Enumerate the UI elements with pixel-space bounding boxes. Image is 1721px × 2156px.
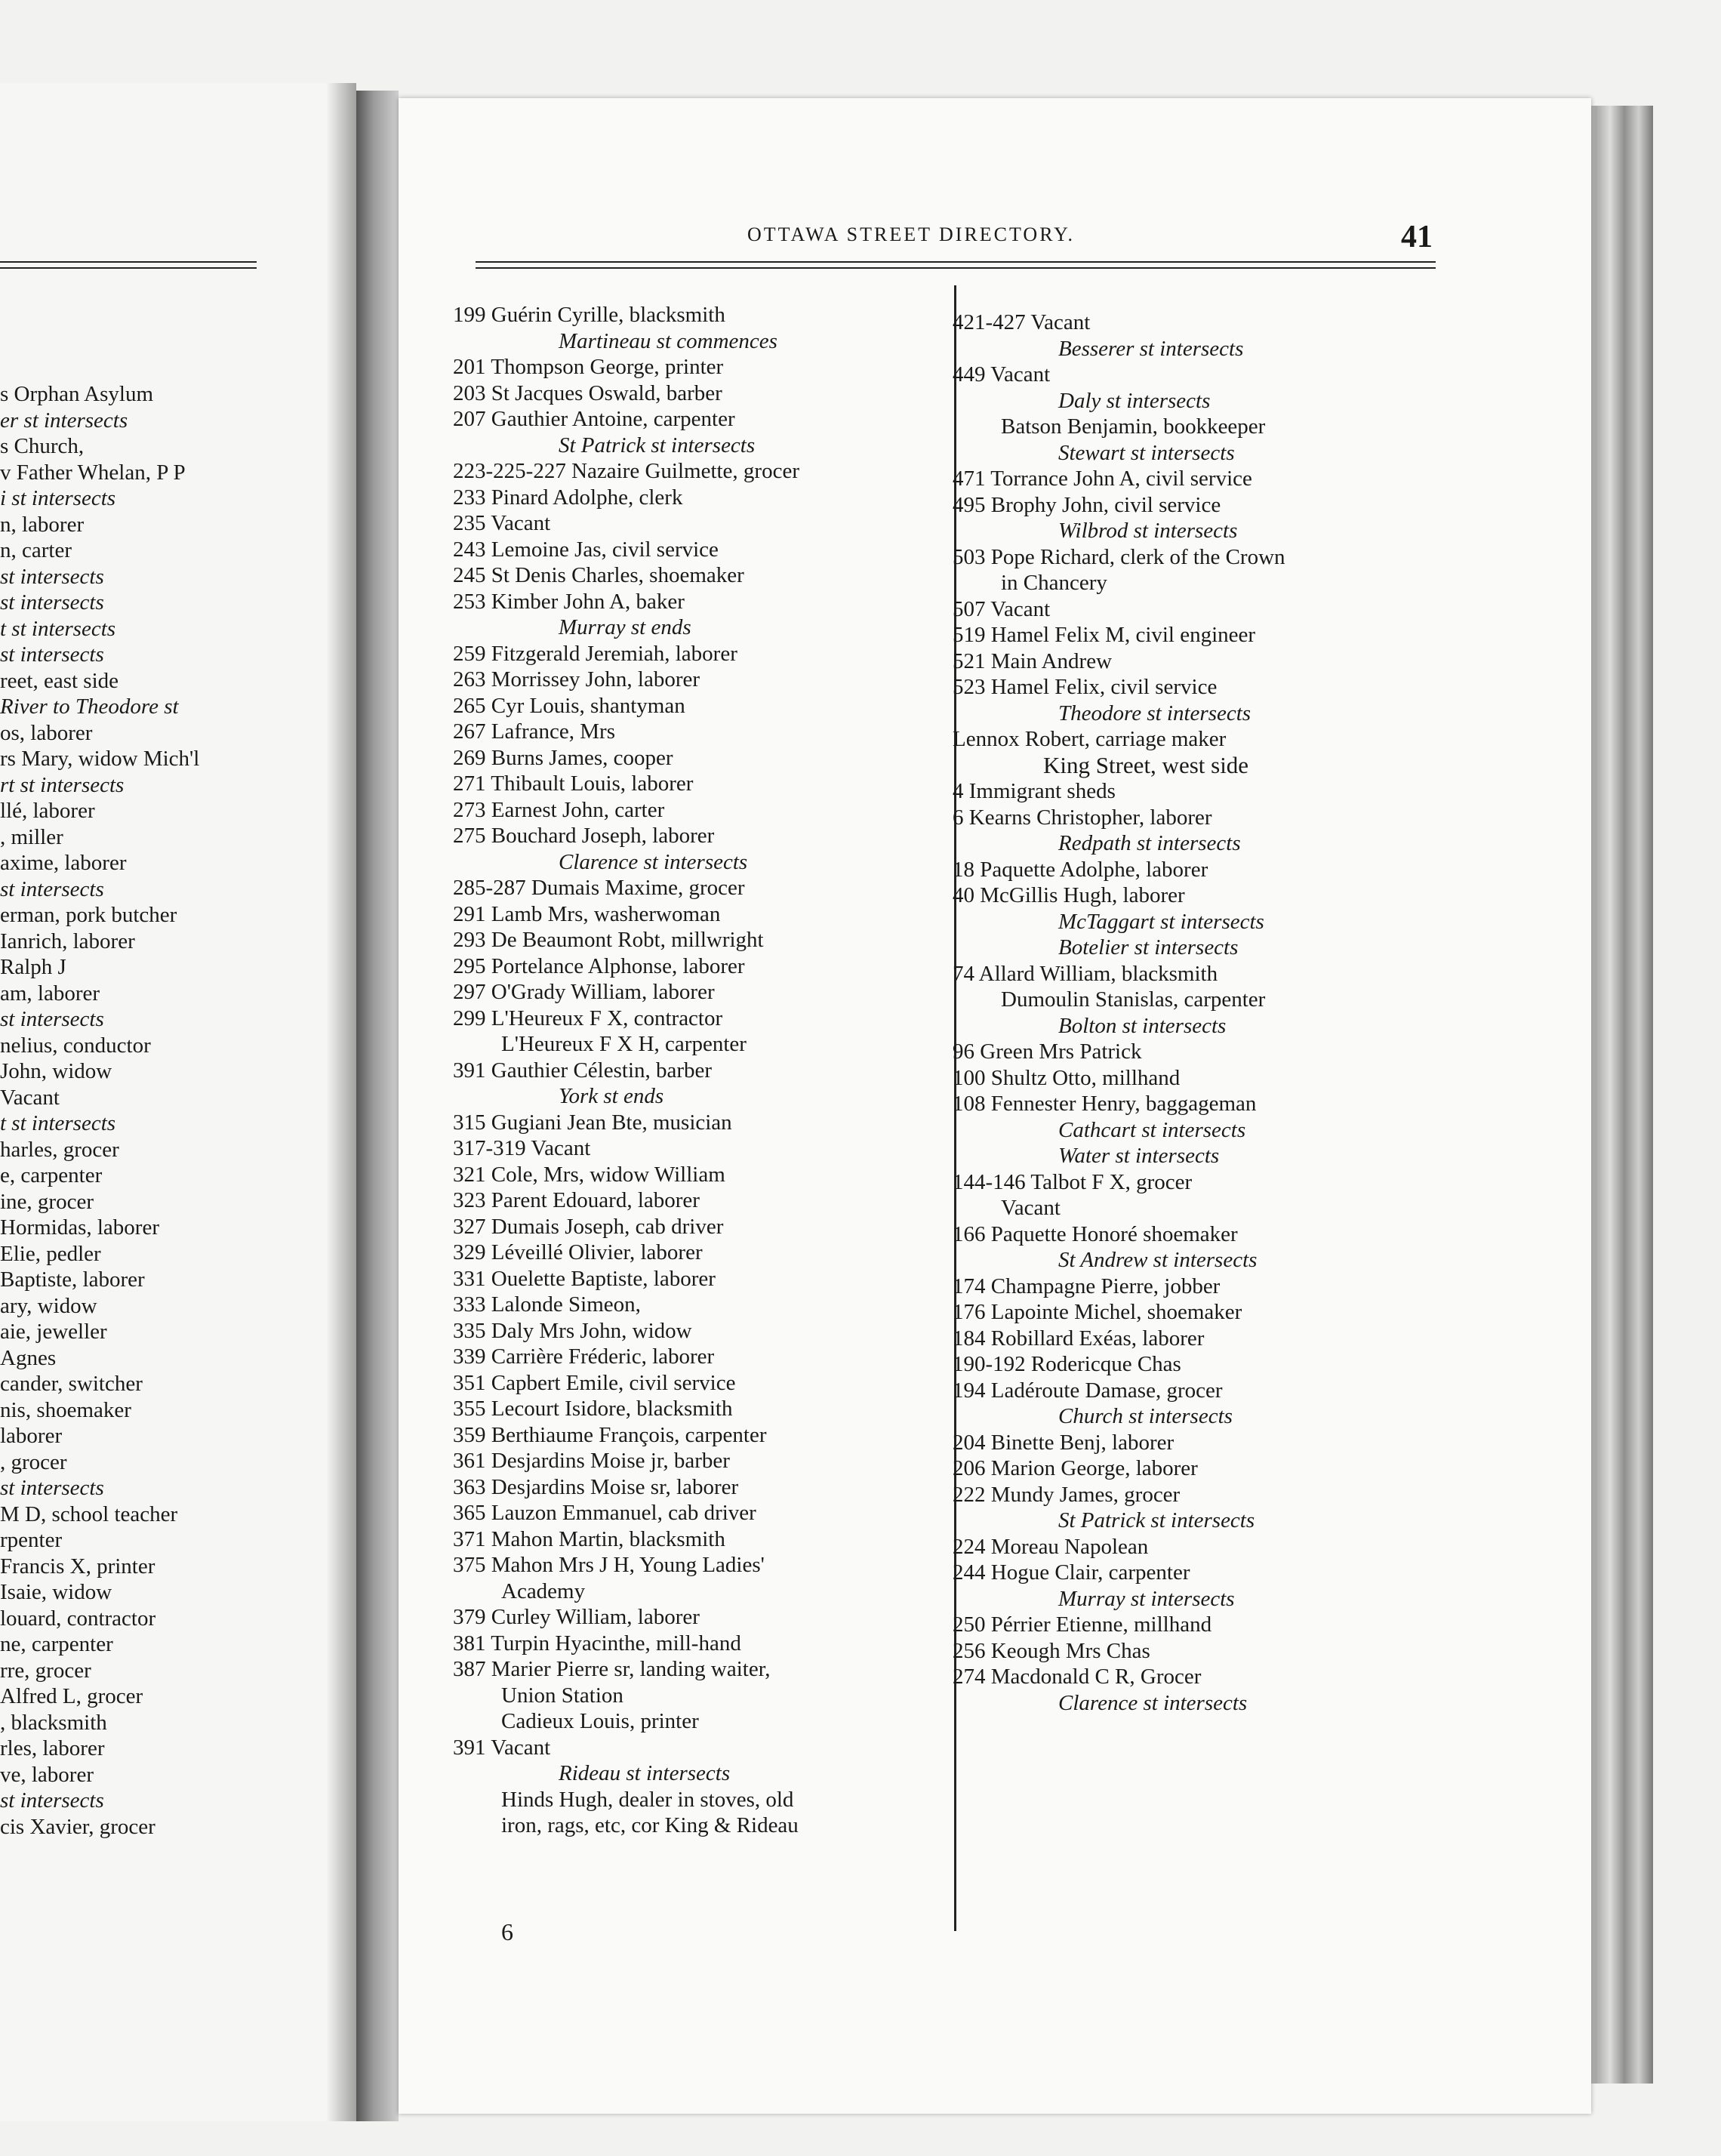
directory-entry: 256 Keough Mrs Chas [953,1638,1150,1663]
left-page-line: Ralph J [0,955,66,979]
directory-entry: 222 Mundy James, grocer [953,1482,1181,1507]
directory-entry: 204 Binette Benj, laborer [953,1430,1175,1455]
directory-entry: 4 Immigrant sheds [953,779,1116,803]
left-page-line: nis, shoemaker [0,1397,131,1422]
directory-entry: 421-427 Vacant [953,310,1091,334]
directory-entry: 291 Lamb Mrs, washerwoman [453,901,721,926]
directory-entry-continuation: L'Heureux F X H, carpenter [501,1032,747,1056]
directory-entry: 355 Lecourt Isidore, blacksmith [453,1397,733,1421]
directory-entry: 207 Gauthier Antoine, carpenter [453,407,735,431]
street-intersection-heading: McTaggart st intersects [1058,909,1264,934]
directory-entry: 379 Curley William, laborer [453,1605,700,1629]
left-page-line: st intersects [0,642,104,667]
left-page-line: rre, grocer [0,1658,91,1683]
left-page-line: rpenter [0,1528,63,1552]
left-page-line: os, laborer [0,720,93,745]
left-page-line: John, widow [0,1059,112,1083]
left-page-line: nelius, conductor [0,1033,151,1058]
directory-entry: 6 Kearns Christopher, laborer [953,805,1212,830]
directory-entry: 333 Lalonde Simeon, [453,1292,641,1317]
directory-entry: 265 Cyr Louis, shantyman [453,693,685,718]
directory-entry: 259 Fitzgerald Jeremiah, laborer [453,641,737,666]
directory-entry: 250 Pérrier Etienne, millhand [953,1612,1212,1637]
street-intersection-heading: Murray st intersects [1058,1586,1235,1611]
left-page-line: , blacksmith [0,1710,107,1735]
directory-entry: 199 Guérin Cyrille, blacksmith [453,303,725,327]
directory-entry: 381 Turpin Hyacinthe, mill-hand [453,1631,741,1656]
directory-entry: 519 Hamel Felix M, civil engineer [953,623,1256,647]
left-page-line: louard, contractor [0,1606,156,1631]
directory-entry: 74 Allard William, blacksmith [953,961,1218,986]
left-page-line: rs Mary, widow Mich'l [0,747,200,771]
left-page-line: reet, east side [0,668,119,693]
left-header-rule-bottom [0,267,257,269]
directory-entry: 203 St Jacques Oswald, barber [453,380,722,405]
directory-entry: 391 Gauthier Célestin, barber [453,1058,713,1083]
directory-entry: 184 Robillard Exéas, laborer [953,1326,1205,1351]
left-page-line: ve, laborer [0,1762,94,1787]
directory-entry: 263 Morrissey John, laborer [453,667,700,691]
directory-entry: 201 Thompson George, printer [453,355,724,379]
directory-entry: 503 Pope Richard, clerk of the Crown [953,544,1285,569]
street-intersection-heading: Martineau st commences [559,328,777,353]
directory-entry: 361 Desjardins Moise jr, barber [453,1449,730,1473]
left-page-line: ne, carpenter [0,1632,113,1656]
directory-entry: 243 Lemoine Jas, civil service [453,537,719,562]
left-page-line: Hormidas, laborer [0,1215,159,1240]
directory-entry: 275 Bouchard Joseph, laborer [453,824,715,848]
page-title: OTTAWA STREET DIRECTORY. [747,223,1076,245]
street-heading: King Street, west side [1043,751,1249,778]
directory-entry: 274 Macdonald C R, Grocer [953,1665,1202,1689]
left-page-line: ine, grocer [0,1189,94,1214]
left-page-line: erman, pork butcher [0,903,177,927]
directory-entry: 523 Hamel Felix, civil service [953,675,1218,699]
directory-entry: 327 Dumais Joseph, cab driver [453,1214,724,1239]
directory-entry-continuation: Cadieux Louis, printer [501,1709,699,1733]
directory-entry: 471 Torrance John A, civil service [953,467,1252,491]
directory-entry-continuation: Batson Benjamin, bookkeeper [1001,414,1266,439]
directory-entry: 387 Marier Pierre sr, landing waiter, [453,1657,771,1681]
directory-entry: 329 Léveillé Olivier, laborer [453,1240,703,1264]
directory-entry: 235 Vacant [453,511,551,535]
directory-entry: 194 Ladéroute Damase, grocer [953,1378,1223,1403]
street-intersection-heading: York st ends [559,1084,664,1108]
directory-entry-continuation: in Chancery [1001,571,1107,595]
left-page-line: laborer [0,1424,63,1448]
page-edges [1581,106,1653,2084]
directory-entry: 351 Capbert Emile, civil service [453,1370,736,1395]
left-page-line: rt st intersects [0,772,125,797]
left-page-line: e, carpenter [0,1163,103,1187]
left-page-line: t st intersects [0,1111,116,1135]
directory-entry: 365 Lauzon Emmanuel, cab driver [453,1501,756,1525]
directory-entry: 335 Daly Mrs John, widow [453,1318,692,1343]
directory-entry: 18 Paquette Adolphe, laborer [953,857,1208,882]
directory-entry: 297 O'Grady William, laborer [453,980,715,1004]
book-gutter [356,91,399,2121]
header-rule-top [476,261,1436,263]
directory-entry: 295 Portelance Alphonse, laborer [453,953,745,978]
left-page-line: s Church, [0,434,85,458]
directory-column-right [953,310,1285,1716]
left-page-line: er st intersects [0,408,128,433]
directory-entry: 521 Main Andrew [953,648,1113,673]
directory-entry-continuation: Union Station [501,1683,623,1708]
directory-entry: 331 Ouelette Baptiste, laborer [453,1266,716,1291]
directory-entry: 359 Berthiaume François, carpenter [453,1422,767,1447]
left-page-line: rles, laborer [0,1736,105,1760]
left-page-line: Ianrich, laborer [0,929,135,953]
directory-entry: 190-192 Rodericque Chas [953,1352,1181,1376]
street-intersection-heading: Bolton st intersects [1058,1013,1227,1038]
directory-entry-continuation: iron, rags, etc, cor King & Rideau [501,1813,799,1837]
directory-entry: 244 Hogue Clair, carpenter [953,1560,1190,1585]
street-intersection-heading: Besserer st intersects [1058,336,1244,361]
directory-column-left [453,302,799,1839]
directory-entry: 363 Desjardins Moise sr, laborer [453,1474,739,1499]
left-page-line: Isaie, widow [0,1580,112,1604]
street-intersection-heading: Church st intersects [1058,1404,1233,1428]
directory-entry: 176 Lapointe Michel, shoemaker [953,1300,1242,1324]
left-page-line: n, laborer [0,512,85,537]
left-page-line: am, laborer [0,981,100,1006]
directory-entry: 166 Paquette Honoré shoemaker [953,1221,1238,1246]
left-page-line: st intersects [0,876,104,901]
page-number: 41 [1401,220,1433,254]
directory-entry: 206 Marion George, laborer [953,1456,1198,1480]
directory-entry: 269 Burns James, cooper [453,745,673,770]
street-intersection-heading: Botelier st intersects [1058,935,1239,959]
left-page-line: harles, grocer [0,1137,119,1162]
left-page-line: st intersects [0,1476,104,1500]
street-intersection-heading: St Andrew st intersects [1058,1248,1258,1272]
directory-entry: 507 Vacant [953,596,1051,621]
left-page-line: llé, laborer [0,799,95,823]
left-page-line: n, carter [0,538,72,562]
directory-entry: 375 Mahon Mrs J H, Young Ladies' [453,1553,765,1577]
directory-entry: 391 Vacant [453,1735,551,1760]
left-page-line: , grocer [0,1449,67,1474]
left-page-line: s Orphan Asylum [0,382,153,406]
street-intersection-heading: Clarence st intersects [1058,1690,1248,1715]
directory-entry: 144-146 Talbot F X, grocer [953,1169,1193,1194]
street-intersection-heading: Theodore st intersects [1058,701,1251,725]
directory-entry: 293 De Beaumont Robt, millwright [453,928,764,952]
left-page-line: , miller [0,824,63,849]
street-intersection-heading: Water st intersects [1058,1144,1220,1168]
directory-entry: 108 Fennester Henry, baggageman [953,1092,1257,1116]
left-page-line: ary, widow [0,1293,97,1318]
directory-entry-continuation: Academy [501,1578,586,1603]
directory-entry: 40 McGillis Hugh, laborer [953,883,1185,907]
directory-entry-continuation: Vacant [1001,1196,1061,1220]
left-page-line: cander, switcher [0,1372,143,1396]
street-intersection-heading: St Patrick st intersects [559,433,756,457]
directory-entry: 267 Lafrance, Mrs [453,719,615,744]
directory-entry: 174 Champagne Pierre, jobber [953,1274,1221,1298]
left-page-line: Baptiste, laborer [0,1267,145,1292]
directory-entry: 299 L'Heureux F X, contractor [453,1006,723,1030]
directory-entry: 223-225-227 Nazaire Guilmette, grocer [453,459,799,483]
street-intersection-heading: Rideau st intersects [559,1761,731,1785]
directory-entry: 96 Green Mrs Patrick [953,1040,1142,1064]
directory-entry: 315 Gugiani Jean Bte, musician [453,1110,732,1135]
directory-entry: 100 Shultz Otto, millhand [953,1065,1181,1090]
left-page-line: v Father Whelan, P P [0,460,186,485]
directory-entry: 271 Thibault Louis, laborer [453,772,694,796]
left-page-line: i st intersects [0,486,116,510]
left-page-line: st intersects [0,1788,104,1813]
left-page-line: Francis X, printer [0,1554,155,1578]
left-page-line: st intersects [0,590,104,614]
left-page-line: Agnes [0,1345,57,1370]
street-intersection-heading: Redpath st intersects [1058,831,1241,855]
directory-entry: 339 Carrière Fréderic, laborer [453,1344,715,1369]
street-intersection-heading: Daly st intersects [1058,388,1211,413]
left-page-line: t st intersects [0,616,116,641]
left-page-line: Vacant [0,1085,60,1110]
left-page-line: aie, jeweller [0,1320,107,1344]
left-page-line: Alfred L, grocer [0,1684,143,1708]
directory-entry: 224 Moreau Napolean [953,1534,1149,1559]
directory-entry: 323 Parent Edouard, laborer [453,1188,700,1212]
left-page [0,83,356,2121]
left-page-line: Elie, pedler [0,1241,101,1266]
left-page-line: axime, laborer [0,851,127,875]
left-page-line: st intersects [0,564,104,589]
directory-entry: 371 Mahon Martin, blacksmith [453,1526,725,1551]
directory-entry: 233 Pinard Adolphe, clerk [453,485,683,510]
directory-entry-continuation: Hinds Hugh, dealer in stoves, old [501,1787,794,1812]
street-intersection-heading: Cathcart st intersects [1058,1117,1246,1142]
left-page-line: st intersects [0,1007,104,1031]
street-intersection-heading: Clarence st intersects [559,849,748,874]
directory-entry-continuation: Dumoulin Stanislas, carpenter [1001,987,1266,1012]
left-page-line: M D, school teacher [0,1502,178,1526]
signature-mark: 6 [501,1918,513,1945]
header-rule-bottom [476,267,1436,269]
directory-entry: 321 Cole, Mrs, widow William [453,1162,725,1187]
street-intersection-heading: St Patrick st intersects [1058,1508,1255,1532]
left-page-line: River to Theodore st [0,695,179,719]
directory-entry: 495 Brophy John, civil service [953,492,1221,517]
street-intersection-heading: Murray st ends [559,615,691,639]
street-intersection-heading: Stewart st intersects [1058,440,1235,465]
directory-entry: 317-319 Vacant [453,1136,591,1160]
directory-entry: 245 St Denis Charles, shoemaker [453,563,744,587]
left-page-lines [0,381,199,1840]
directory-entry: 285-287 Dumais Maxime, grocer [453,876,745,900]
left-page-line: cis Xavier, grocer [0,1814,155,1839]
street-intersection-heading: Wilbrod st intersects [1058,519,1238,543]
directory-entry: 253 Kimber John A, baker [453,589,685,614]
left-header-rule-top [0,261,257,263]
directory-entry: 273 Earnest John, carter [453,797,665,822]
directory-entry: 449 Vacant [953,362,1051,387]
directory-entry: Lennox Robert, carriage maker [953,727,1227,751]
